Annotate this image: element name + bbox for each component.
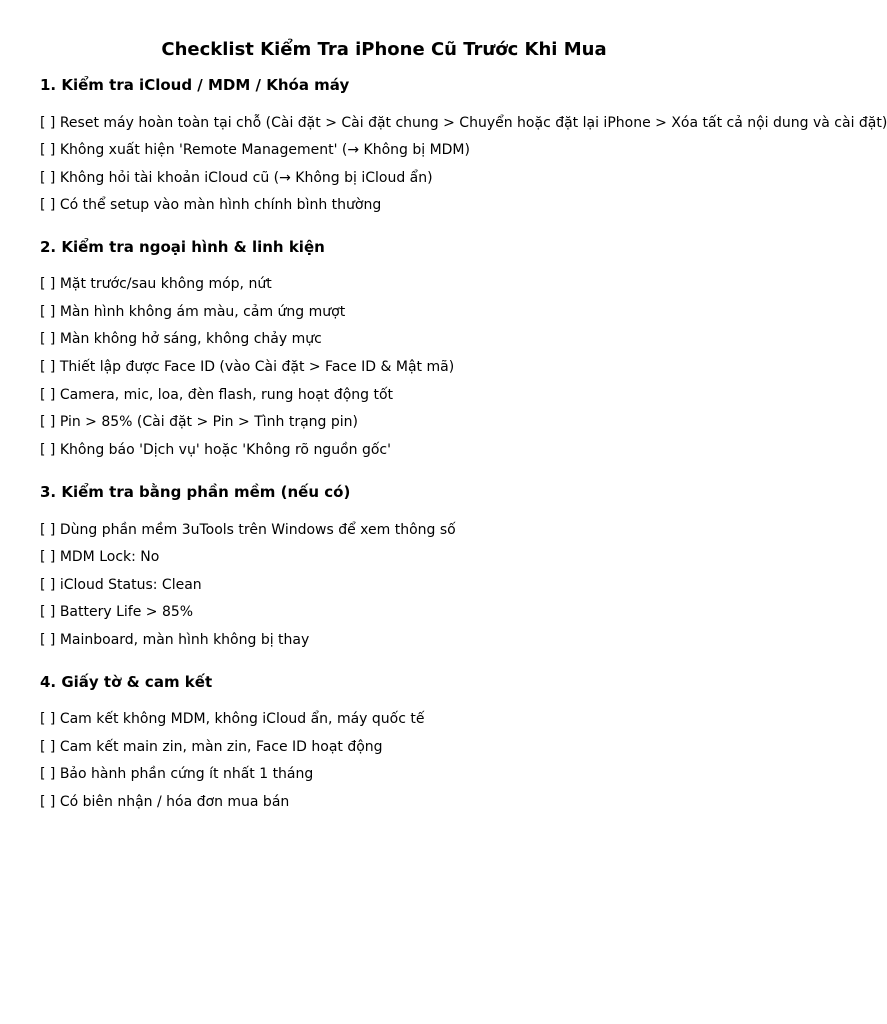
checklist-item: [ ] MDM Lock: No: [40, 549, 160, 565]
checklist-item: [ ] Màn hình không ám màu, cảm ứng mượt: [40, 304, 346, 320]
checklist-item: [ ] Có thể setup vào màn hình chính bình thường: [40, 197, 382, 213]
checklist-item: [ ] Camera, mic, loa, đèn flash, rung hoạt động tốt: [40, 387, 394, 403]
section-heading-software: 3. Kiểm tra bằng phần mềm (nếu có): [40, 483, 351, 501]
checklist-item: [ ] Thiết lập được Face ID (vào Cài đặt > Face ID & Mật mã): [40, 359, 455, 375]
checklist-item: [ ] Cam kết không MDM, không iCloud ẩn, máy quốc tế: [40, 711, 425, 727]
section-heading-icloud-mdm: 1. Kiểm tra iCloud / MDM / Khóa máy: [40, 76, 350, 94]
checklist-item: [ ] Màn không hở sáng, không chảy mực: [40, 331, 322, 347]
checklist-item: [ ] Có biên nhận / hóa đơn mua bán: [40, 794, 290, 810]
document-title: Checklist Kiểm Tra iPhone Cũ Trước Khi Mua: [161, 39, 607, 60]
section-heading-appearance: 2. Kiểm tra ngoại hình & linh kiện: [40, 238, 325, 256]
checklist-item: [ ] Pin > 85% (Cài đặt > Pin > Tình trạng pin): [40, 414, 358, 430]
checklist-item: [ ] Dùng phần mềm 3uTools trên Windows để xem thông số: [40, 522, 456, 538]
checklist-item: [ ] Cam kết main zin, màn zin, Face ID hoạt động: [40, 739, 383, 755]
checklist-item: [ ] Battery Life > 85%: [40, 604, 194, 620]
checklist-item: [ ] iCloud Status: Clean: [40, 577, 202, 593]
checklist-item: [ ] Không hỏi tài khoản iCloud cũ (→ Không bị iCloud ẩn): [40, 170, 433, 186]
checklist-item: [ ] Không báo 'Dịch vụ' hoặc 'Không rõ nguồn gốc': [40, 442, 391, 458]
checklist-item: [ ] Bảo hành phần cứng ít nhất 1 tháng: [40, 766, 314, 782]
checklist-item: [ ] Mainboard, màn hình không bị thay: [40, 632, 310, 648]
section-heading-documents: 4. Giấy tờ & cam kết: [40, 673, 213, 691]
checklist-item: [ ] Reset máy hoàn toàn tại chỗ (Cài đặt > Cài đặt chung > Chuyển hoặc đặt lại iPhone > Xóa tất cả nội dung và cài đặt): [40, 115, 887, 131]
checklist-item: [ ] Không xuất hiện 'Remote Management' (→ Không bị MDM): [40, 142, 470, 158]
checklist-item: [ ] Mặt trước/sau không móp, nứt: [40, 276, 272, 292]
